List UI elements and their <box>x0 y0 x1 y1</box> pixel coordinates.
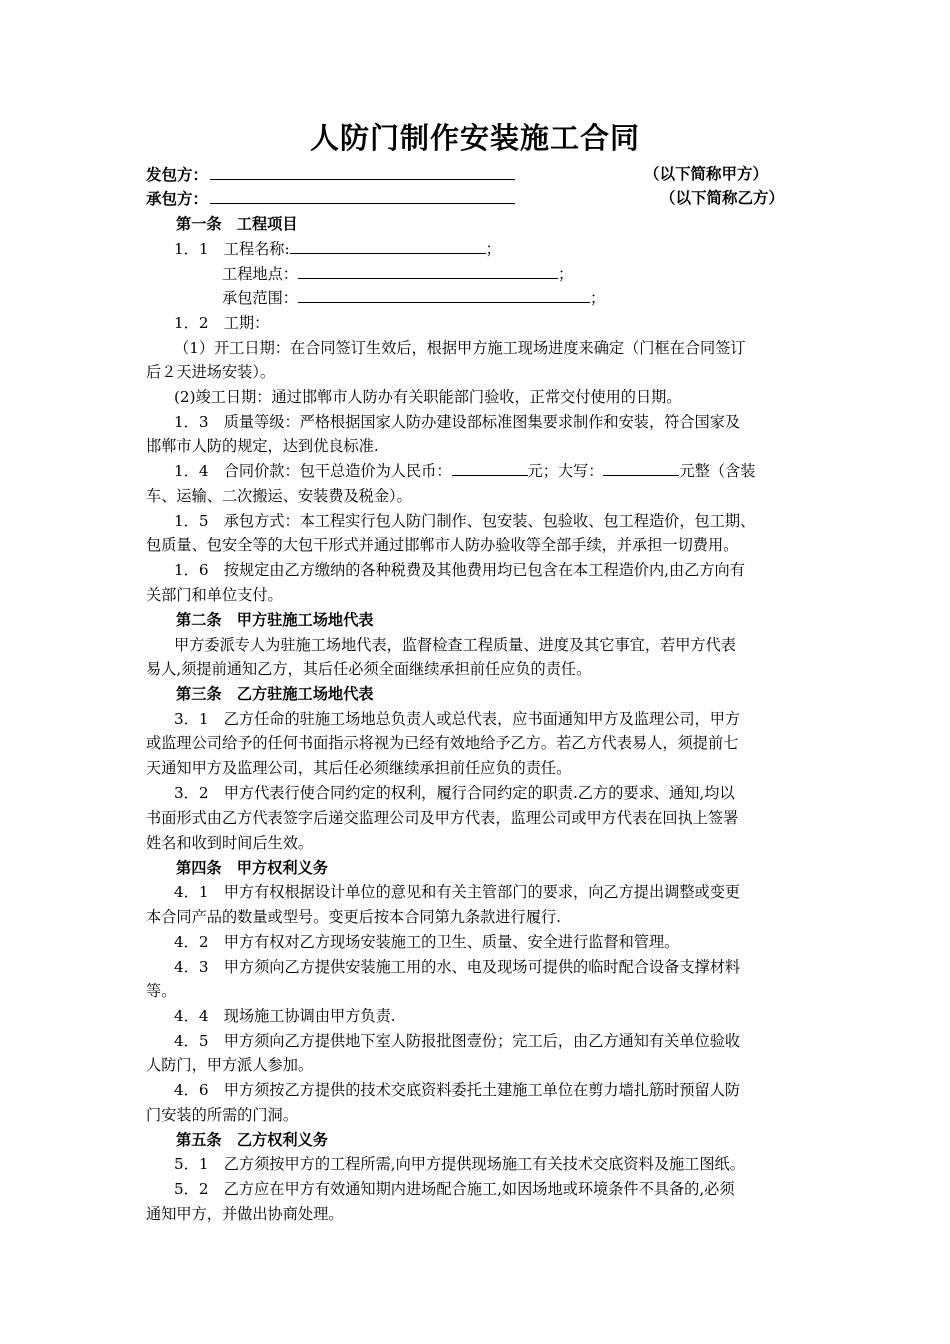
clause-line: 1．2 工期： <box>174 314 270 332</box>
clause-line: 4．6 甲方须按乙方提供的技术交底资料委托土建施工单位在剪力墙扎筋时预留人防 <box>174 1081 741 1099</box>
clause-line: 本合同产品的数量或型号。变更后按本合同第九条款进行履行. <box>146 908 561 926</box>
clause-line: 等。 <box>146 982 177 1000</box>
party-a-note: （以下简称甲方） <box>644 165 769 183</box>
clause-line: 4．4 现场施工协调由甲方负责. <box>174 1007 396 1025</box>
project-name-blank <box>290 238 486 254</box>
party-b-label: 承包方： <box>146 190 209 208</box>
clause-line: 1．6 按规定由乙方缴纳的各种税费及其他费用均已包含在本工程造价内,由乙方向有 <box>174 561 745 579</box>
clause-line: 易人,须提前通知乙方，其后任必须全面继续承担前任应负的责任。 <box>146 660 592 678</box>
clause-1-1-name <box>174 237 834 261</box>
party-a-row <box>146 163 515 185</box>
party-b-note: （以下简称乙方） <box>660 189 785 207</box>
section-heading-2: 第二条 甲方驻施工场地代表 <box>176 611 374 629</box>
clause-line: 通知甲方，并做出协商处理。 <box>146 1205 344 1223</box>
clause-1-4-price <box>174 459 834 483</box>
clause-text: 承包范围： <box>222 289 298 307</box>
clause-line: 车、运输、二次搬运、安装费及税金）。 <box>146 487 412 505</box>
clause-line: 门安装的所需的门洞。 <box>146 1106 298 1124</box>
clause-text: ； <box>485 240 501 258</box>
section-heading-4: 第四条 甲方权利义务 <box>176 859 328 877</box>
clause-line: 甲方委派专人为驻施工场地代表，监督检查工程质量、进度及其它事宜，若甲方代表 <box>174 636 736 654</box>
clause-line: 3．2 甲方代表行使合同约定的权利，履行合同约定的职责.乙方的要求、通知,均以 <box>174 784 735 802</box>
clause-line: 书面形式由乙方代表签字后递交监理公司及甲方代表，监理公司或甲方代表在回执上签署 <box>146 809 739 827</box>
clause-line: 关部门和单位支付。 <box>146 586 283 604</box>
clause-text: 1．4 合同价款：包干总造价为人民币： <box>174 462 452 480</box>
clause-line: 5．2 乙方应在甲方有效通知期内进场配合施工,如因场地或环境条件不具备的,必须 <box>174 1180 735 1198</box>
clause-line: 1．5 承包方式：本工程实行包人防门制作、包安装、包验收、包工程造价，包工期、 <box>174 512 756 530</box>
clause-line: 后２天进场安装）。 <box>146 363 276 381</box>
clause-line: 姓名和收到时间后生效。 <box>146 834 314 852</box>
section-heading-3: 第三条 乙方驻施工场地代表 <box>176 685 374 703</box>
clause-line: 1．3 质量等级：严格根据国家人防办建设部标准图集要求制作和安装，符合国家及 <box>174 413 741 431</box>
clause-line: 5．1 乙方须按甲方的工程所需,向甲方提供现场施工有关技术交底资料及施工图纸。 <box>174 1155 745 1173</box>
party-a-blank <box>210 163 515 180</box>
price-number-blank <box>452 460 528 476</box>
clause-line: 4．2 甲方有权对乙方现场安装施工的卫生、质量、安全进行监督和管理。 <box>174 933 680 951</box>
clause-text: 1．1 工程名称: <box>174 240 290 258</box>
clause-1-1-scope <box>222 286 882 310</box>
clause-line: 3．1 乙方任命的驻施工场地总负责人或总代表，应书面通知甲方及监理公司，甲方 <box>174 710 741 728</box>
clause-text: ； <box>589 289 606 307</box>
clause-line: 4．3 甲方须向乙方提供安装施工用的水、电及现场可提供的临时配合设备支撑材料 <box>174 958 741 976</box>
clause-text: ； <box>557 265 574 283</box>
clause-line: 天通知甲方及监理公司，其后任必须继续承担前任应负的责任。 <box>146 759 572 777</box>
clause-line: 包质量、包安全等的大包干形式并通过邯郸市人防办验收等全部手续，并承担一切费用。 <box>146 536 739 554</box>
clause-line: 邯郸市人防的规定，达到优良标准. <box>146 437 379 455</box>
section-heading-5: 第五条 乙方权利义务 <box>176 1131 328 1149</box>
clause-line: 4．5 甲方须向乙方提供地下室人防报批图壹份；完工后，由乙方通知有关单位验收 <box>174 1032 741 1050</box>
party-b-row <box>146 187 515 209</box>
party-b-blank <box>210 187 515 204</box>
page-title: 人防门制作安装施工合同 <box>309 121 640 155</box>
clause-text: 工程地点： <box>222 265 298 283</box>
clause-line: （1）开工日期：在合同签订生效后，根据甲方施工现场进度来确定（门框在合同签订 <box>174 339 746 357</box>
clause-line: 人防门，甲方派人参加。 <box>146 1056 314 1074</box>
project-location-blank <box>298 263 558 279</box>
clause-text: 元整（含装 <box>679 462 756 480</box>
clause-line: (2)竣工日期：通过邯郸市人防办有关职能部门验收，正常交付使用的日期。 <box>174 388 682 406</box>
clause-line: 4．1 甲方有权根据设计单位的意见和有关主管部门的要求，向乙方提出调整或变更 <box>174 883 741 901</box>
party-a-label: 发包方： <box>146 166 209 184</box>
project-scope-blank <box>298 287 590 303</box>
clause-line: 或监理公司给予的任何书面指示将视为已经有效地给予乙方。若乙方代表易人，须提前七 <box>146 734 739 752</box>
price-words-blank <box>603 460 679 476</box>
clause-text: 元；大写： <box>527 462 604 480</box>
clause-1-1-location <box>222 262 882 286</box>
section-heading-1: 第一条 工程项目 <box>176 215 298 233</box>
